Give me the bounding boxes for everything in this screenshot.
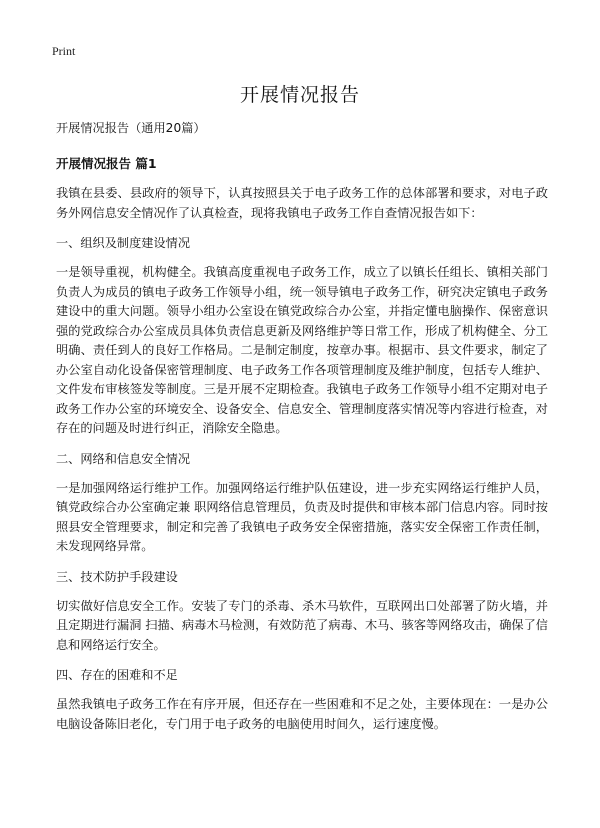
part-heading: 开展情况报告 篇1 (56, 156, 157, 171)
document-content (56, 118, 548, 744)
print-link[interactable]: Print (52, 44, 76, 58)
document-title: 开展情况报告 (239, 84, 360, 106)
section-heading-4: 四、存在的困难和不足 (56, 668, 178, 682)
section-heading-2: 二、网络和信息安全情况 (56, 451, 191, 466)
section-body-3: 切实做好信息安全工作。安装了专门的杀毒、杀木马软件，互联网出口处部署了防火墙，并且定期进行漏洞 扫描、病毒木马检测，有效防范了病毒、木马、骇客等网络攻击，确保了信息和网络运行安全。 (56, 598, 548, 652)
document-subtitle: 开展情况报告（通用20篇） (56, 121, 206, 135)
intro-paragraph: 我镇在县委、县政府的领导下，认真按照县关于电子政务工作的总体部署和要求，对电子政务外网信息安全情况作了认真检查，现将我镇电子政务工作自查情况报告如下： (56, 186, 548, 220)
section-heading-1: 一、组织及制度建设情况 (56, 236, 191, 250)
section-body-1: 一是领导重视，机构健全。我镇高度重视电子政务工作，成立了以镇长任组长、镇相关部门负责人为成员的镇电子政务工作领导小组，统一领导镇电子政务工作，研究决定镇电子政务建设中的重大问题。领导小组办公室设在镇党政综合办公室，并指定懂电脑操作、保密意识强的党政综合办公室成员具体负责信息更新及网络维护等日常工作，形成了机构健全、分工明确、责任到人的良好工作格局。二是制定制度，按章办事。根据市、县文件要求，制定了办公室自动化设备保密管理制度、电子政务工作各项管理制度及维护制度，包括专人维护、文件发布审核签发等制度。三是开展不定期检查。我镇电子政务工作领导小组不定期对电子政务工作办公室的环境安全、设备安全、信息安全、管理制度落实情况等内容进行检查，对存在的问题及时进行纠正，消除安全隐患。 (56, 265, 548, 435)
section-body-4: 虽然我镇电子政务工作在有序开展，但还存在一些困难和不足之处，主要体现在：一是办公电脑设备陈旧老化，专门用于电子政务的电脑使用时间久，运行速度慢。 (56, 697, 548, 731)
section-body-2: 一是加强网络运行维护工作。加强网络运行维护队伍建设，进一步充实网络运行维护人员，镇党政综合办公室确定兼 职网络信息管理员，负责及时提供和审核本部门信息内容。同时按照县安全管理要求，制定和完善了我镇电子政务安全保密措施，落实安全保密工作责任制，未发现网络异常。 (56, 480, 548, 553)
section-heading-3: 三、技术防护手段建设 (56, 569, 178, 584)
